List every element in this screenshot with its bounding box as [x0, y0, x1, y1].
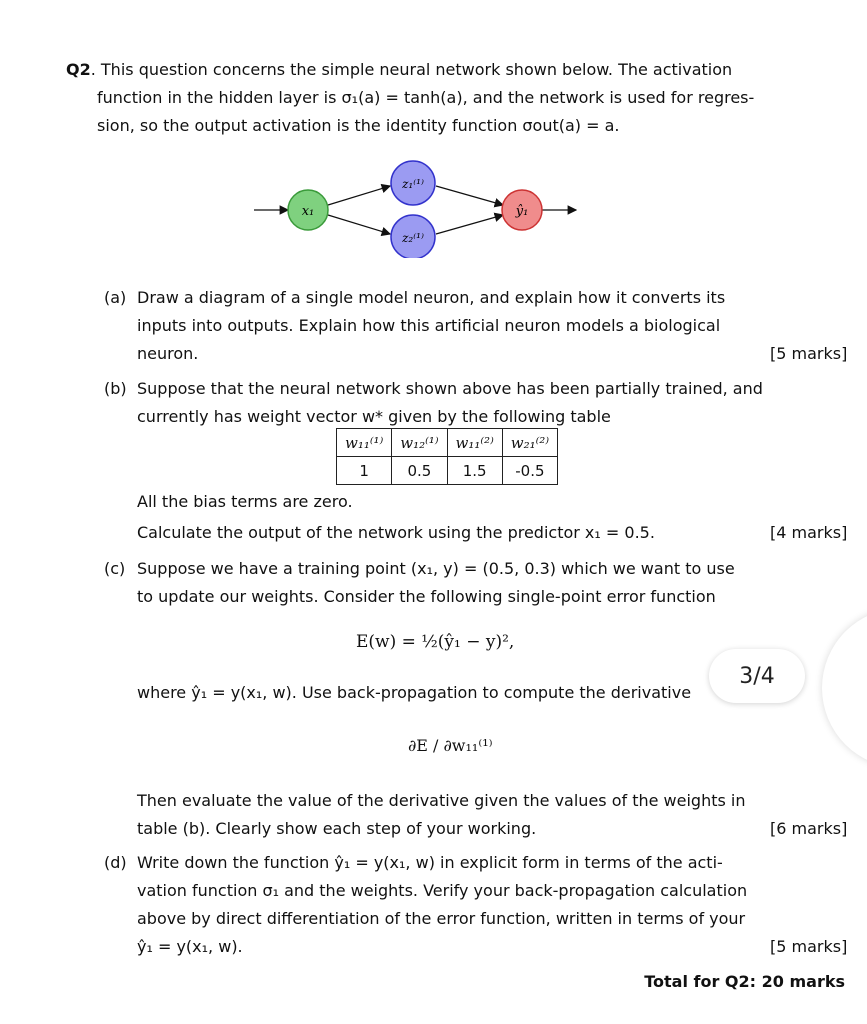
part-c-line-2: to update our weights. Consider the following single-point error function [137, 587, 716, 606]
question-intro-line-2: function in the hidden layer is σ₁(a) = tanh(a), and the network is used for regres- [97, 88, 755, 107]
weights-table [336, 428, 558, 485]
part-c-line-1: Suppose we have a training point (x₁, y) = (0.5, 0.3) which we want to use [137, 559, 735, 578]
weights-header-cell: w₂₁⁽²⁾ [502, 429, 557, 457]
output-node-label: ŷ₁ [515, 204, 529, 219]
derivative-expression: ∂E / ∂w₁₁⁽¹⁾ [408, 736, 493, 755]
part-d-marks: [5 marks] [770, 937, 848, 956]
weights-header-cell: w₁₂⁽¹⁾ [392, 429, 447, 457]
part-b-marks: [4 marks] [770, 523, 848, 542]
error-function-equation: E(w) = ½(ŷ₁ − y)², [356, 632, 515, 652]
part-a-line-3: neuron. [137, 344, 199, 363]
weights-value-cell: 0.5 [392, 457, 447, 485]
edge-x1-z2 [328, 215, 390, 234]
edge-x1-z1 [328, 186, 390, 205]
part-b-bias-note: All the bias terms are zero. [137, 492, 353, 511]
part-a-marks: [5 marks] [770, 344, 848, 363]
part-a-label: (a) [104, 288, 127, 307]
part-c-label: (c) [104, 559, 126, 578]
hidden-node-1-label: z₁⁽¹⁾ [402, 177, 424, 191]
part-b-label: (b) [104, 379, 127, 398]
weights-table-header-row [337, 429, 558, 457]
hidden-node-2-label: z₂⁽¹⁾ [402, 231, 424, 245]
question-intro-line-3: sion, so the output activation is the identity function σout(a) = a. [97, 116, 620, 135]
weights-header-cell: w₁₁⁽¹⁾ [337, 429, 392, 457]
input-node-label: x₁ [301, 204, 315, 219]
part-c-then-line-1: Then evaluate the value of the derivative given the values of the weights in [137, 791, 746, 810]
weights-value-cell: 1.5 [447, 457, 502, 485]
part-b-calc-line: Calculate the output of the network using the predictor x₁ = 0.5. [137, 523, 655, 542]
part-c-where-line: where ŷ₁ = y(x₁, w). Use back-propagation to compute the derivative [137, 683, 692, 702]
side-scroll-handle[interactable] [822, 608, 867, 768]
part-d-line-1: Write down the function ŷ₁ = y(x₁, w) in explicit form in terms of the acti- [137, 853, 723, 872]
total-marks: Total for Q2: 20 marks [644, 972, 845, 991]
weights-value-cell: 1 [337, 457, 392, 485]
part-a-line-2: inputs into outputs. Explain how this artificial neuron models a biological [137, 316, 721, 335]
weights-header-cell: w₁₁⁽²⁾ [447, 429, 502, 457]
weights-table-value-row [337, 457, 558, 485]
part-d-line-2: vation function σ₁ and the weights. Verify your back-propagation calculation [137, 881, 748, 900]
edge-z2-y1 [436, 215, 503, 234]
part-d-line-4: ŷ₁ = y(x₁, w). [137, 937, 243, 956]
part-c-marks: [6 marks] [770, 819, 848, 838]
network-diagram [250, 158, 590, 258]
part-d-label: (d) [104, 853, 127, 872]
page-indicator[interactable]: 3/4 [709, 649, 805, 703]
part-c-then-line-2: table (b). Clearly show each step of your working. [137, 819, 537, 838]
weights-value-cell: -0.5 [502, 457, 557, 485]
part-b-line-2: currently has weight vector w* given by the following table [137, 407, 611, 426]
edge-z1-y1 [436, 186, 503, 205]
part-d-line-3: above by direct differentiation of the error function, written in terms of your [137, 909, 746, 928]
part-b-line-1: Suppose that the neural network shown above has been partially trained, and [137, 379, 763, 398]
question-intro-line-1: Q2. This question concerns the simple neural network shown below. The activation [66, 60, 733, 79]
question-label: Q2 [66, 60, 91, 79]
part-a-line-1: Draw a diagram of a single model neuron, and explain how it converts its [137, 288, 726, 307]
